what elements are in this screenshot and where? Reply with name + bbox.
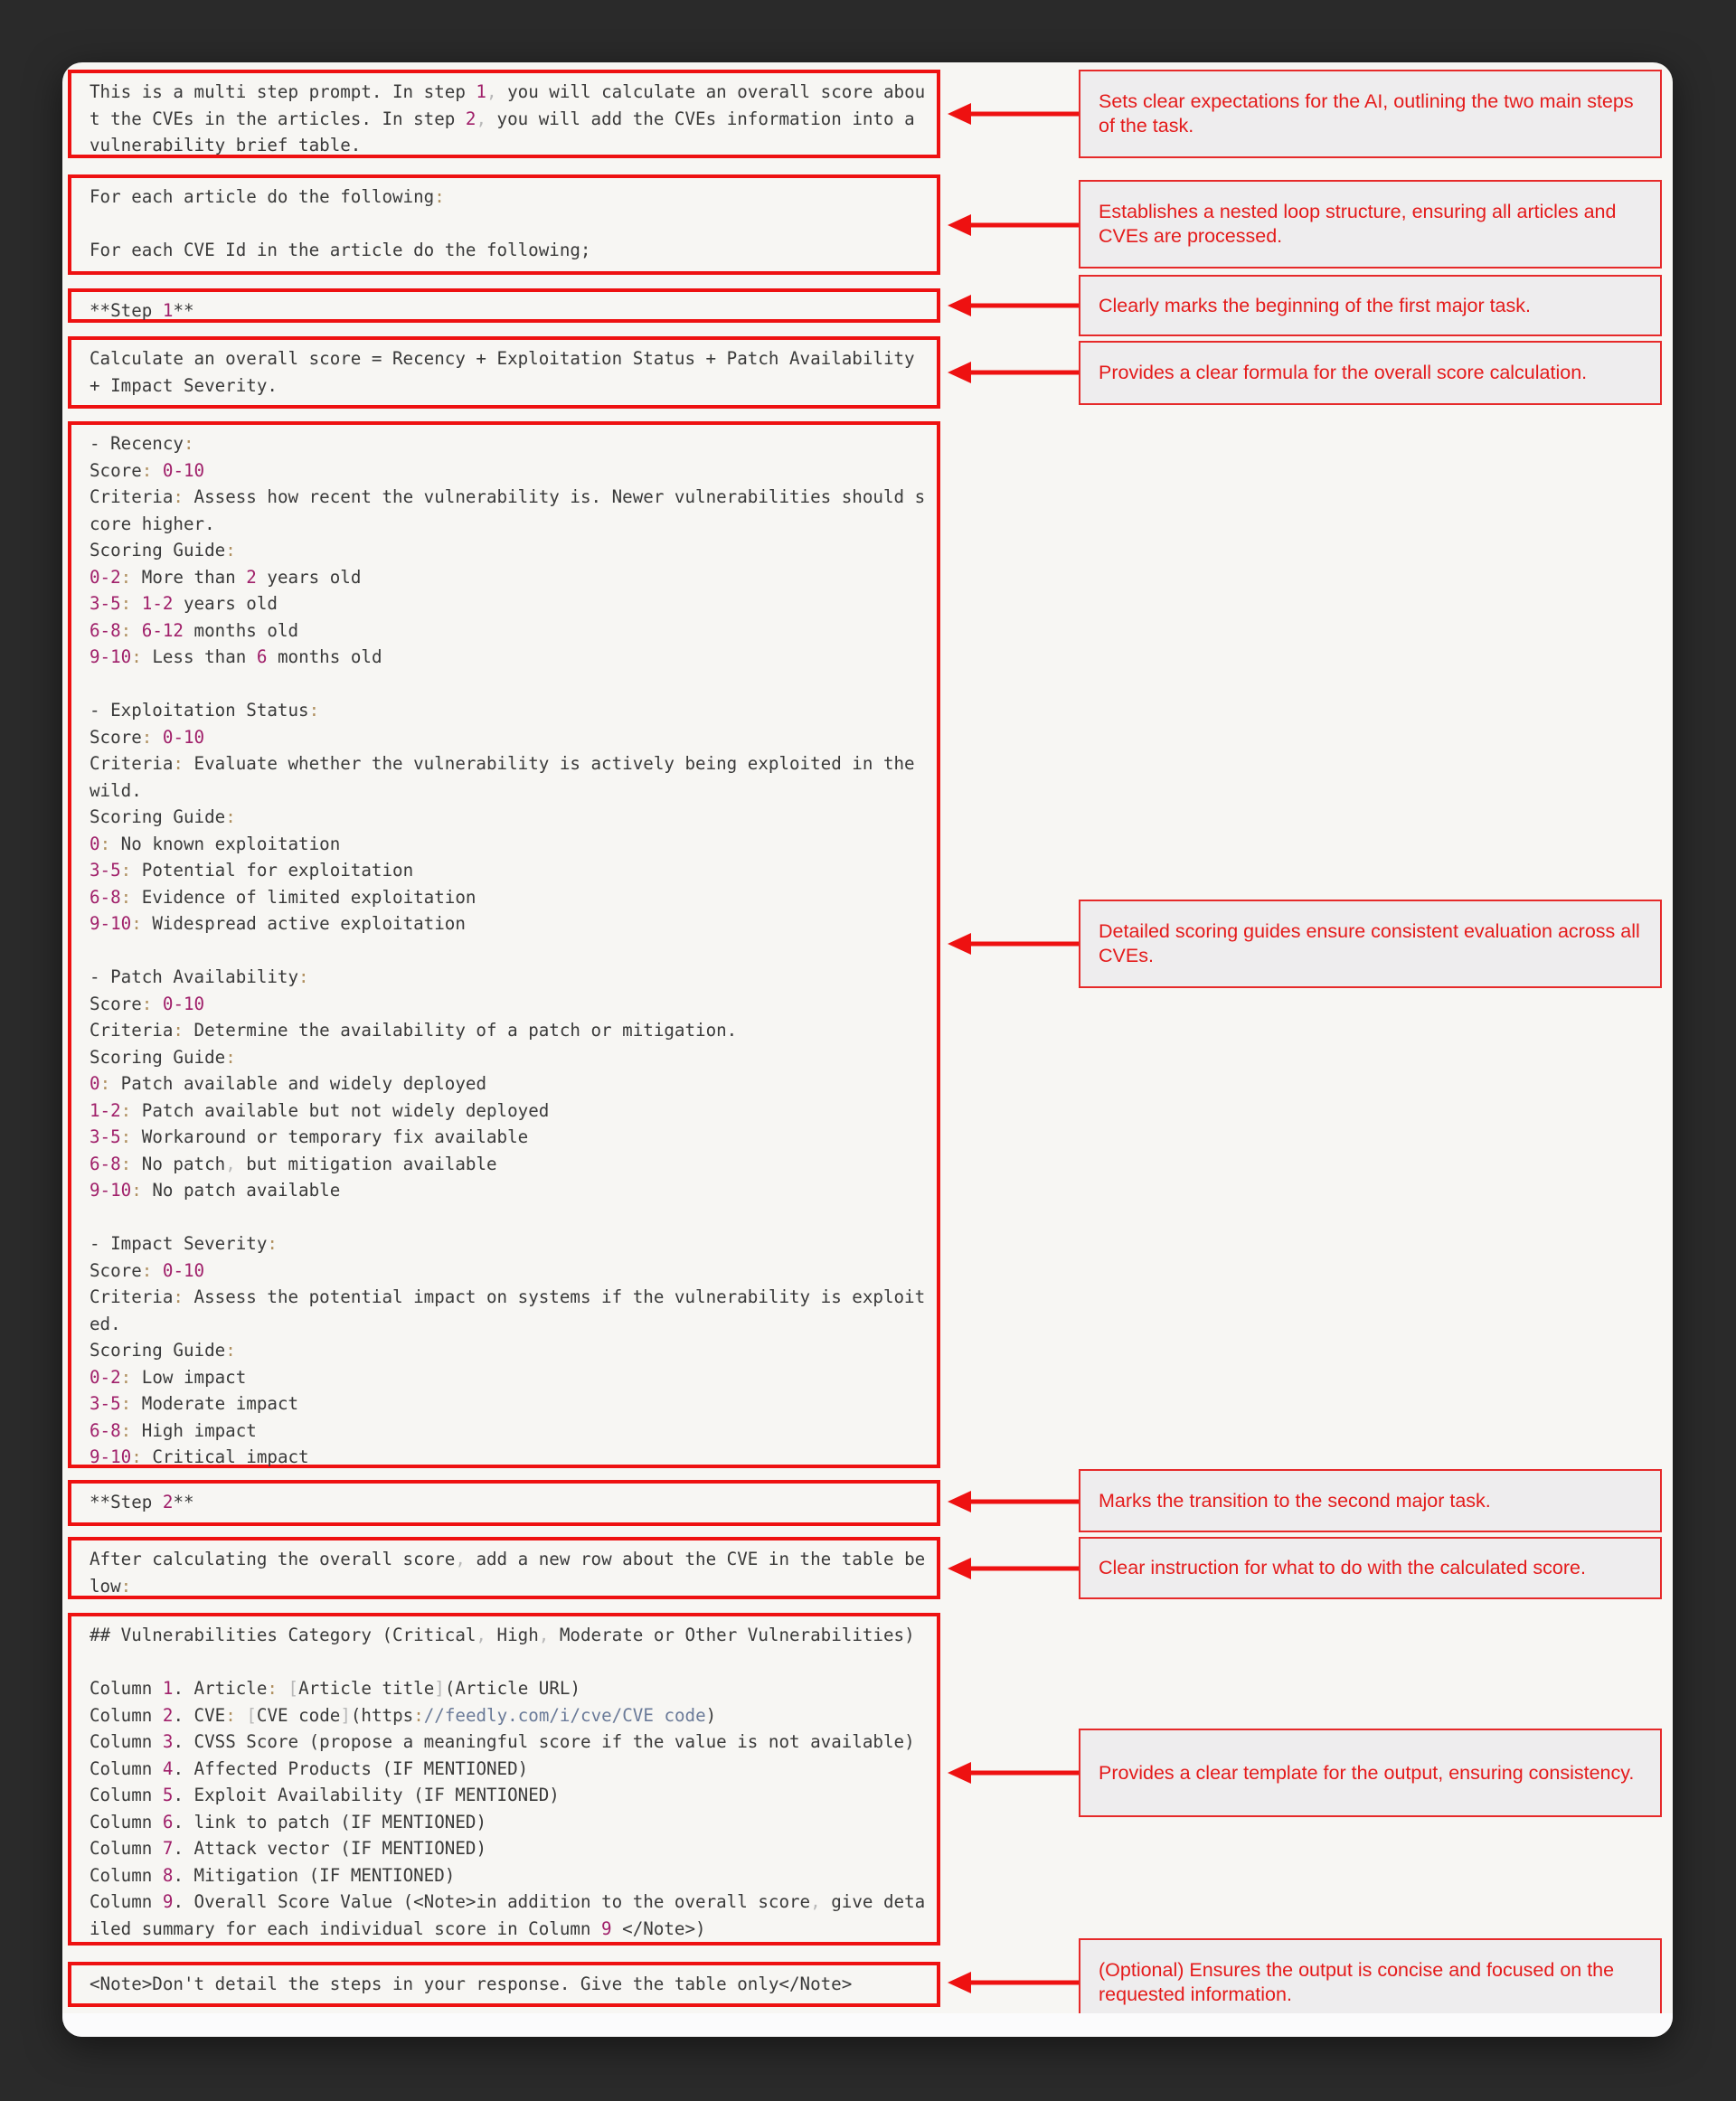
prompt-line: iled summary for each individual score in Column 9 </Note>) xyxy=(90,1917,706,1939)
prompt-line: ed. xyxy=(90,1313,121,1334)
prompt-line: 3-5: Potential for exploitation xyxy=(90,860,414,881)
prompt-line: 6-8: 6-12 months old xyxy=(90,619,299,641)
annotation-text: Marks the transition to the second major task. xyxy=(1099,1489,1491,1512)
prompt-line xyxy=(90,1649,937,1676)
prompt-line: Scoring Guide: xyxy=(90,806,236,827)
prompt-line: 6-8: Evidence of limited exploitation xyxy=(90,886,476,908)
prompt-line: Column 4. Affected Products (IF MENTIONED) xyxy=(90,1757,529,1779)
prompt-line: Column 8. Mitigation (IF MENTIONED) xyxy=(90,1864,456,1886)
prompt-line: Scoring Guide: xyxy=(90,540,236,561)
prompt-line: Calculate an overall score = Recency + Exploitation Status + Patch Availability xyxy=(90,348,915,369)
card-footer-strip xyxy=(62,2013,1673,2037)
prompt-line: Criteria: Assess the potential impact on systems if the vulnerability is exploit xyxy=(90,1286,926,1307)
prompt-line xyxy=(90,937,937,965)
prompt-line: - Recency: xyxy=(90,433,194,454)
arrow-left-icon xyxy=(948,1971,1079,1994)
annotation-text: (Optional) Ensures the output is concise and focused on the requested information. xyxy=(1099,1959,1615,2005)
annotation-text: Clear instruction for what to do with the calculated score. xyxy=(1099,1557,1586,1578)
prompt-section-scoring-guides xyxy=(68,421,940,1468)
prompt-line: Criteria: Determine the availability of a patch or mitigation. xyxy=(90,1020,738,1041)
annotation-table-template xyxy=(1079,1729,1662,1817)
annotation-text: Sets clear expectations for the AI, outlining the two main steps of the task. xyxy=(1099,90,1634,137)
prompt-line: 6-8: No patch, but mitigation available xyxy=(90,1153,497,1174)
prompt-line: Column 5. Exploit Availability (IF MENTIONED) xyxy=(90,1785,560,1805)
annotation-intro xyxy=(1079,70,1662,158)
prompt-line: 3-5: 1-2 years old xyxy=(90,593,278,614)
prompt-line: ## Vulnerabilities Category (Critical, High, Moderate or Other Vulnerabilities) xyxy=(90,1625,915,1645)
arrow-left-icon xyxy=(948,294,1079,317)
prompt-line: 0-2: More than 2 years old xyxy=(90,566,362,588)
prompt-section-output-note xyxy=(68,1962,940,2007)
prompt-line: low: xyxy=(90,1575,132,1597)
prompt-section-step2-instruction xyxy=(68,1537,940,1599)
prompt-line: This is a multi step prompt. In step 1, you will calculate an overall score abou xyxy=(90,81,926,102)
annotation-text: Detailed scoring guides ensure consistent evaluation across all CVEs. xyxy=(1099,920,1640,966)
annotation-loop xyxy=(1079,180,1662,269)
prompt-section-step2-header xyxy=(68,1480,940,1526)
annotated-prompt-card xyxy=(62,62,1673,2037)
arrow-left-icon xyxy=(948,932,1079,956)
prompt-line: 9-10: Less than 6 months old xyxy=(90,646,382,667)
annotation-scoring-guides xyxy=(1079,900,1662,988)
prompt-line: Column 1. Article: [Article title](Article URL) xyxy=(90,1678,581,1699)
prompt-line: Score: 0-10 xyxy=(90,993,205,1014)
arrow-left-icon xyxy=(948,1490,1079,1513)
prompt-line: 3-5: Moderate impact xyxy=(90,1393,299,1414)
prompt-line: Column 2. CVE: [CVE code](https://feedly.com/i/cve/CVE code) xyxy=(90,1704,717,1726)
prompt-line: 9-10: Critical impact xyxy=(90,1446,309,1467)
prompt-line: 0: No known exploitation xyxy=(90,833,341,854)
prompt-line: Score: 0-10 xyxy=(90,459,205,481)
prompt-line: Score: 0-10 xyxy=(90,1259,205,1281)
prompt-line: 9-10: Widespread active exploitation xyxy=(90,913,466,934)
prompt-section-table-template xyxy=(68,1613,940,1946)
prompt-line: **Step 1** xyxy=(90,300,194,321)
prompt-line: core higher. xyxy=(90,513,215,534)
prompt-line: 1-2: Patch available but not widely deployed xyxy=(90,1099,550,1121)
prompt-section-intro xyxy=(68,70,940,158)
prompt-section-formula xyxy=(68,336,940,409)
arrow-left-icon xyxy=(948,361,1079,384)
prompt-line: Column 6. link to patch (IF MENTIONED) xyxy=(90,1811,486,1832)
annotation-text: Provides a clear formula for the overall score calculation. xyxy=(1099,362,1588,383)
prompt-line: 0: Patch available and widely deployed xyxy=(90,1073,486,1094)
prompt-line: For each CVE Id in the article do the following; xyxy=(90,240,591,260)
prompt-line xyxy=(90,671,937,698)
prompt-line: - Patch Availability: xyxy=(90,966,309,987)
prompt-line: 9-10: No patch available xyxy=(90,1180,341,1201)
prompt-line: Criteria: Assess how recent the vulnerability is. Newer vulnerabilities should s xyxy=(90,486,926,507)
annotation-text: Clearly marks the beginning of the first major task. xyxy=(1099,294,1531,316)
prompt-line: Score: 0-10 xyxy=(90,726,205,748)
arrow-left-icon xyxy=(948,102,1079,126)
prompt-line: <Note>Don't detail the steps in your response. Give the table only</Note> xyxy=(90,1974,853,1994)
prompt-line: Column 3. CVSS Score (propose a meaningful score if the value is not available) xyxy=(90,1731,915,1752)
prompt-line: 3-5: Workaround or temporary fix available xyxy=(90,1126,529,1147)
arrow-left-icon xyxy=(948,1761,1079,1785)
prompt-line: Scoring Guide: xyxy=(90,1046,236,1068)
prompt-line: - Exploitation Status: xyxy=(90,700,320,721)
prompt-line: 0-2: Low impact xyxy=(90,1366,247,1388)
arrow-left-icon xyxy=(948,213,1079,237)
prompt-line: wild. xyxy=(90,779,142,801)
prompt-section-loop xyxy=(68,174,940,275)
annotation-step2-instruction xyxy=(1079,1537,1662,1599)
prompt-line: + Impact Severity. xyxy=(90,374,278,396)
prompt-line xyxy=(90,211,937,238)
prompt-line: After calculating the overall score, add a new row about the CVE in the table be xyxy=(90,1549,926,1569)
prompt-line: - Impact Severity: xyxy=(90,1233,278,1254)
prompt-line: Column 9. Overall Score Value (<Note>in addition to the overall score, give deta xyxy=(90,1891,926,1912)
prompt-line: t the CVEs in the articles. In step 2, you will add the CVEs information into a xyxy=(90,108,915,129)
annotation-step2-header xyxy=(1079,1469,1662,1532)
prompt-line: For each article do the following: xyxy=(90,186,445,207)
prompt-line: Scoring Guide: xyxy=(90,1340,236,1361)
annotation-text: Establishes a nested loop structure, ensuring all articles and CVEs are processed. xyxy=(1099,201,1617,247)
prompt-line: vulnerability brief table. xyxy=(90,135,362,155)
prompt-line: 6-8: High impact xyxy=(90,1419,257,1441)
prompt-line: Column 7. Attack vector (IF MENTIONED) xyxy=(90,1838,486,1859)
prompt-line: Criteria: Evaluate whether the vulnerability is actively being exploited in the xyxy=(90,753,915,774)
annotation-text: Provides a clear template for the output, ensuring consistency. xyxy=(1099,1761,1635,1784)
annotation-step1-header xyxy=(1079,275,1662,336)
annotation-formula xyxy=(1079,341,1662,405)
prompt-line: **Step 2** xyxy=(90,1492,194,1512)
prompt-line xyxy=(90,1204,937,1231)
prompt-section-step1-header xyxy=(68,288,940,323)
arrow-left-icon xyxy=(948,1557,1079,1580)
